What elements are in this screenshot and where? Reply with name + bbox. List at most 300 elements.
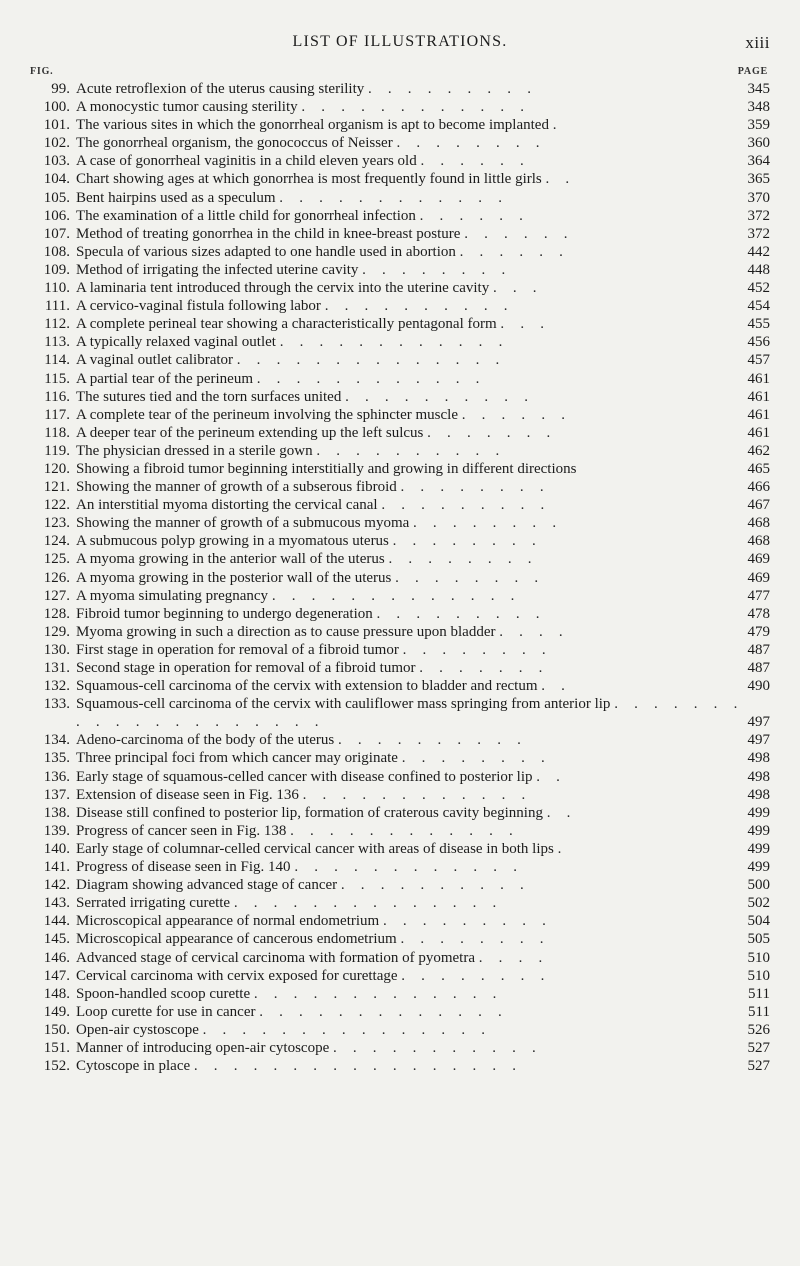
figure-caption: A complete tear of the perineum involving the sphincter muscle [76,406,458,423]
figure-number: 129. [43,623,70,640]
figure-caption-line [76,949,736,967]
page-reference: 487 [747,641,770,658]
figure-number: 122. [43,497,70,514]
figure-number: 133. [43,696,70,713]
dot-leader: . . . [492,280,543,297]
figure-caption-line [76,550,736,568]
figure-number: 103. [43,153,70,170]
dot-leader: . . . . . . . . . [376,605,546,622]
list-item [0,876,800,894]
figure-caption: A laminaria tent introduced through the cervix into the uterine cavity [76,280,490,297]
list-item [0,677,800,695]
dot-leader: . . . . . . . . . . . . . [271,587,521,604]
figure-caption-line [76,786,736,804]
figure-number: 135. [43,750,70,767]
list-item [0,406,800,424]
figure-caption-line [76,659,736,677]
figure-number: 131. [43,660,70,676]
figure-caption: Acute retroflexion of the uterus causing sterility [76,81,365,97]
figure-caption: Chart showing ages at which gonorrhea is most frequently found in little girls [76,171,542,188]
figure-number: 101. [43,117,70,134]
figure-caption: A submucous polyp growing in a myomatous uterus [76,533,389,550]
dot-leader: . . . . . . . . [362,261,512,278]
figure-number: 147. [43,967,70,984]
figure-caption: Showing the manner of growth of a subserous fibroid [76,479,397,496]
figure-number: 142. [43,877,70,894]
list-item [0,424,800,442]
page-reference: 469 [747,551,770,568]
dot-leader: . . . . . . [419,207,530,224]
dot-leader: . . . . . . . . [388,551,538,568]
page-reference: 510 [747,949,770,966]
page-reference: 462 [747,442,770,459]
figure-caption: Microscopical appearance of normal endometrium [76,913,380,930]
figure-number: 109. [43,261,70,278]
figure-caption-line [76,297,736,315]
figure-caption: Microscopical appearance of cancerous endometrium [76,931,397,948]
figure-number: 149. [43,1003,70,1020]
figure-caption: A deeper tear of the perineum extending up the left sulcus [76,424,424,441]
list-item [0,695,800,731]
page-reference: 499 [747,804,770,821]
figure-caption-line [76,858,736,876]
figure-caption: Open-air cystoscope [76,1021,199,1038]
list-item [0,1039,800,1057]
figure-caption-line [76,894,736,912]
figure-number: 125. [43,551,70,568]
figure-caption-line [76,731,736,749]
figure-number: 117. [44,406,70,423]
page-reference: 461 [747,424,770,441]
figure-number: 120. [43,460,70,477]
dot-leader: . . . . . . . . . . . . [290,822,519,839]
figure-caption: The gonorrheal organism, the gonococcus of Neisser [76,135,393,152]
figure-number: 134. [43,732,70,749]
figure-caption-line [76,985,736,1003]
dot-leader: . . . . . . . . . . . . [279,334,509,351]
figure-caption: A partial tear of the perineum [76,370,254,387]
dot-leader: . . . . . . . . . . [316,442,506,459]
figure-caption-line [76,587,736,605]
list-item [0,532,800,550]
dot-leader: . . . . . . . . [400,479,550,496]
figure-caption-line [76,804,736,822]
figure-caption-line [76,460,736,478]
figure-number: 139. [43,822,70,839]
dot-leader: . . . . . . . . . . . . [294,859,524,876]
figure-caption-line [76,605,736,623]
list-item [0,749,800,767]
list-item [0,858,800,876]
figure-caption: A monocystic tumor causing sterility [76,99,298,116]
figure-caption: A case of gonorrheal vaginitis in a child eleven years old [76,153,417,170]
page-reference: 477 [747,587,770,604]
list-item [0,786,800,804]
figure-caption-line [76,261,736,279]
figure-caption-line [76,768,736,786]
figure-number: 99. [51,81,70,97]
figure-number: 102. [43,135,70,152]
figure-caption: Progress of cancer seen in Fig. 138 [76,822,287,839]
dot-leader: . [552,117,563,134]
figure-number: 111. [44,298,70,315]
page-reference: 499 [747,840,770,857]
dot-leader: . . . . . . . . [396,135,546,152]
page-reference: 365 [747,171,770,188]
figure-caption: Serrated irrigating curette [76,895,231,912]
page-reference: 497 [747,732,770,749]
dot-leader: . . . . . . . . [402,641,552,658]
page-reference: 499 [747,859,770,876]
fig-column-label: FIG. [30,66,54,77]
figure-caption-line [76,442,736,460]
list-item [0,1003,800,1021]
list-item [0,152,800,170]
page-reference: 372 [747,207,770,224]
figure-caption-line [76,207,736,225]
dot-leader: . . . . . . . . . . . . . . . . . [193,1058,523,1075]
figure-caption: A myoma growing in the anterior wall of the uterus [76,551,385,568]
page-reference: 461 [747,370,770,387]
list-item [0,261,800,279]
list-item [0,967,800,985]
list-item [0,731,800,749]
figure-caption-line [76,1039,736,1057]
dot-leader: . . . . . . . . . . [324,298,514,315]
figure-number: 108. [43,243,70,260]
page-title: LIST OF ILLUSTRATIONS. [292,33,508,50]
dot-leader: . . . . [478,949,549,966]
page-reference: 487 [747,660,770,676]
figure-caption: Three principal foci from which cancer may originate [76,750,398,767]
figure-number: 152. [43,1058,70,1075]
figure-caption-line [76,478,736,496]
list-item [0,587,800,605]
page-reference: 468 [747,533,770,550]
figure-number: 138. [43,804,70,821]
list-item [0,315,800,333]
dot-leader: . . . . . . . . . . . . [279,189,509,206]
page-reference: 511 [748,985,770,1002]
list-item [0,912,800,930]
figure-caption: A typically relaxed vaginal outlet [76,334,276,351]
figure-caption: Disease still confined to posterior lip, formation of craterous cavity beginning [76,804,543,821]
page-reference: 370 [747,189,770,206]
list-item [0,370,800,388]
figure-caption-line [76,569,736,587]
list-item [0,98,800,116]
figure-caption: Cytoscope in place [76,1058,191,1075]
figure-number: 126. [43,569,70,586]
page-reference: 364 [747,153,770,170]
figure-caption: A myoma simulating pregnancy [76,587,269,604]
page-reference: 526 [747,1021,770,1038]
figure-caption: Myoma growing in such a direction as to cause pressure upon bladder [76,623,496,640]
dot-leader: . . . . . . . . . . [345,388,535,405]
list-item [0,930,800,948]
figure-number: 118. [44,424,70,441]
dot-leader: . . . . . . . [419,660,549,676]
dot-leader: . . . . . . . . . . . . . . [236,352,506,369]
page-reference: 527 [747,1039,770,1056]
dot-leader: . . . . . . . . [401,750,551,767]
page-reference: 360 [747,135,770,152]
dot-leader: . . [541,678,572,695]
figure-number: 137. [43,786,70,803]
figure-caption-line [76,315,736,333]
figure-caption-line [76,532,736,550]
figure-caption-line [76,351,736,369]
page-reference: 504 [747,913,770,930]
figure-caption: A myoma growing in the posterior wall of the uterus [76,569,392,586]
figure-caption-line [76,677,736,695]
figure-caption-line [76,496,736,514]
list-item [0,170,800,188]
figure-number: 145. [43,931,70,948]
figure-caption-line [76,623,736,641]
page-reference: 498 [747,768,770,785]
figure-caption: Early stage of columnar-celled cervical cancer with areas of disease in both lips [76,840,554,857]
figure-caption-line [76,1003,736,1021]
figure-number: 127. [43,587,70,604]
list-item [0,894,800,912]
page-reference: 348 [747,99,770,116]
figure-caption-line [76,170,736,188]
figure-number: 132. [43,678,70,695]
page-reference: 466 [747,479,770,496]
figure-caption: Adeno-carcinoma of the body of the uterus [76,732,335,749]
figure-caption: Showing a fibroid tumor beginning interstitially and growing in different directions [76,460,577,477]
figure-caption-line [76,749,736,767]
figure-number: 136. [43,768,70,785]
page-number: xiii [745,33,770,52]
dot-leader: . . . [500,316,551,333]
dot-leader: . . . . . . . . . . [340,877,530,894]
figure-number: 143. [43,895,70,912]
figure-number: 116. [44,388,70,405]
figure-number: 106. [43,207,70,224]
page-reference: 456 [747,334,770,351]
page-reference: 345 [747,81,770,97]
list-item [0,351,800,369]
figure-caption: Method of treating gonorrhea in the child in knee-breast posture [76,225,461,242]
figure-number: 104. [43,171,70,188]
dot-leader: . . . . . . . . . . . . . [253,985,503,1002]
list-item [0,659,800,677]
figure-number: 150. [43,1021,70,1038]
figure-caption: Showing the manner of growth of a submucous myoma [76,515,410,532]
figure-caption-line [76,930,736,948]
dot-leader: . . [546,804,577,821]
dot-leader: . . [536,768,567,785]
figure-number: 121. [43,479,70,496]
figure-caption: Second stage in operation for removal of a fibroid tumor [76,660,416,676]
page-reference: 465 [747,460,770,477]
figure-caption-line [76,80,736,98]
figure-number: 146. [43,949,70,966]
page-reference: 511 [748,1003,770,1020]
figure-number: 119. [44,442,70,459]
page-reference: 452 [747,280,770,297]
page-reference: 499 [747,822,770,839]
column-labels [0,66,800,80]
figure-caption-line [76,967,736,985]
page-reference: 469 [747,569,770,586]
dot-leader: . . . . . . . . [401,967,551,984]
figure-caption-line [76,514,736,532]
page-reference: 455 [747,316,770,333]
figure-caption: Advanced stage of cervical carcinoma with formation of pyometra [76,949,476,966]
dot-leader: . . . . . . . . [413,515,563,532]
figure-caption: First stage in operation for removal of a fibroid tumor [76,641,399,658]
figure-caption: Extension of disease seen in Fig. 136 [76,786,299,803]
figure-caption-line [76,333,736,351]
dot-leader: . . . . . . . . [392,533,542,550]
figure-caption: Loop curette for use in cancer [76,1003,256,1020]
page-reference: 461 [747,406,770,423]
dot-leader: . . . . . . . . . . . . [256,370,486,387]
list-item [0,768,800,786]
dot-leader: . . . . . . . . . [368,81,538,97]
figure-number: 113. [44,334,70,351]
dot-leader: . . . . . . . . [395,569,545,586]
figure-caption: The various sites in which the gonorrheal organism is apt to become implanted [76,117,549,134]
figure-number: 144. [43,913,70,930]
figure-number: 141. [43,859,70,876]
figure-caption-line [76,822,736,840]
dot-leader: . . . . . . [420,153,530,170]
figure-caption: Squamous-cell carcinoma of the cervix with extension to bladder and rectum [76,678,538,695]
figure-number: 114. [44,352,70,369]
dot-leader: . . . . . . . [427,424,557,441]
figure-caption: Early stage of squamous-celled cancer with disease confined to posterior lip [76,768,533,785]
figure-caption-line [76,279,736,297]
page-reference: 442 [747,243,770,260]
figure-number: 124. [43,533,70,550]
list-item [0,388,800,406]
page-reference: 467 [747,497,770,514]
figure-number: 115. [44,370,70,387]
dot-leader: . . [545,171,576,188]
dot-leader: . . . . . . . . . . . . . . [233,895,503,912]
figure-caption-line [76,116,736,134]
page-reference: 500 [747,877,770,894]
figure-number: 140. [43,840,70,857]
dot-leader: . . . . . . . . . . . [333,1039,542,1056]
figure-number: 130. [43,641,70,658]
list-item [0,442,800,460]
list-item [0,623,800,641]
figure-caption-line [76,370,736,388]
dot-leader: . . . . . . . . [400,931,550,948]
dot-leader: . . . . . . . . . . . . [302,786,532,803]
dot-leader: . . . . . . . . . . [338,732,528,749]
page-reference: 454 [747,298,770,315]
figure-caption: Specula of various sizes adapted to one handle used in abortion [76,243,456,260]
dot-leader: . . . . . . [459,243,570,260]
page-reference: 498 [747,786,770,803]
figure-caption: Spoon-handled scoop curette [76,985,251,1002]
page-reference: 490 [747,678,770,695]
figure-caption: Cervical carcinoma with cervix exposed for curettage [76,967,398,984]
figure-caption-line [76,840,736,858]
figure-caption-line [76,134,736,152]
list-item [0,279,800,297]
list-item [0,514,800,532]
figure-caption: Diagram showing advanced stage of cancer [76,877,338,894]
running-head [0,33,800,55]
figure-caption-line [76,876,736,894]
figure-number: 148. [43,985,70,1002]
page-reference: 498 [747,750,770,767]
list-item [0,134,800,152]
figure-caption-line [76,243,736,261]
list-item [0,116,800,134]
list-item [0,641,800,659]
figure-caption: A vaginal outlet calibrator [76,352,234,369]
figure-number: 100. [43,99,70,116]
page-reference: 372 [747,225,770,242]
list-item [0,80,800,98]
page-reference: 359 [747,117,770,134]
page-reference: 510 [747,967,770,984]
figure-number: 112. [44,316,70,333]
figure-number: 107. [43,225,70,242]
figure-number: 128. [43,605,70,622]
figure-number: 110. [44,280,70,297]
list-item [0,243,800,261]
page-reference: 457 [747,352,770,369]
figure-caption: Bent hairpins used as a speculum [76,189,276,206]
dot-leader: . . . . . . . . . [381,497,551,514]
dot-leader: . . . . . . . . . . . . [301,99,531,116]
list-item [0,478,800,496]
figure-caption-line [76,1057,736,1075]
page-reference: 461 [747,388,770,405]
figure-caption: The examination of a little child for gonorrheal infection [76,207,416,224]
dot-leader: . . . . . . . . . [382,913,553,930]
dot-leader: . . . . . . . . . . . . . . . . . . . . [76,696,744,731]
figure-caption-line [76,388,736,406]
figure-caption: Squamous-cell carcinoma of the cervix with cauliflower mass springing from anterior lip [76,696,611,713]
list-item [0,1021,800,1039]
page-reference: 468 [747,515,770,532]
list-item [0,949,800,967]
figure-caption: An interstitial myoma distorting the cervical canal [76,497,378,514]
list-item [0,333,800,351]
figure-caption: A complete perineal tear showing a characteristically pentagonal form [76,316,497,333]
figure-caption: The sutures tied and the torn surfaces united [76,388,342,405]
dot-leader: . . . . . . [464,225,574,242]
figure-caption-line [76,695,746,731]
figure-caption-line [76,189,736,207]
list-item [0,605,800,623]
dot-leader: . . . . . . [461,406,572,423]
figure-caption-line [76,152,736,170]
figure-caption: A cervico-vaginal fistula following labor [76,298,321,315]
list-item [0,207,800,225]
list-item [0,496,800,514]
figure-caption-line [76,1021,736,1039]
dot-leader: . . . . [499,623,569,640]
figure-caption: The physician dressed in a sterile gown [76,442,313,459]
list-item [0,840,800,858]
page-reference: 527 [747,1058,770,1075]
page-reference: 479 [747,623,770,640]
list-item [0,1057,800,1075]
figure-caption-line [76,641,736,659]
figure-number: 105. [43,189,70,206]
